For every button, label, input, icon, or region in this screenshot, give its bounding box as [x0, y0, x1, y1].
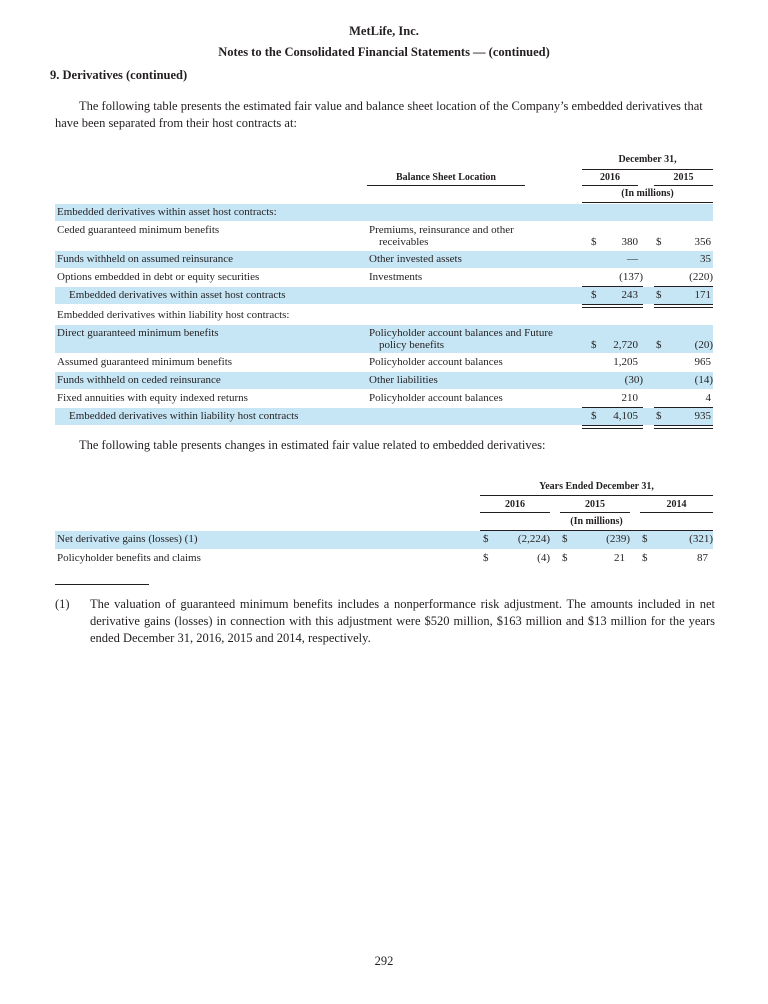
row-label: Embedded derivatives within liability host contracts [69, 410, 299, 422]
dollar-sign: $ [656, 289, 662, 301]
year-header-2016: 2016 [600, 172, 620, 183]
year-header-2016: 2016 [505, 499, 525, 510]
year-rule-2015 [560, 512, 630, 513]
row-label: Assumed guaranteed minimum benefits [57, 356, 233, 368]
value-2015: (20) [694, 339, 713, 351]
value-2015: 35 [700, 253, 711, 265]
dollar-sign: $ [656, 236, 662, 248]
table-row [55, 204, 713, 221]
table-row [55, 531, 713, 549]
year-rule-2015 [654, 185, 713, 186]
location-rule [367, 185, 525, 186]
value-2015: (14) [694, 374, 713, 386]
dollar-sign: $ [642, 552, 648, 564]
dollar-sign: $ [591, 410, 597, 422]
units-rule [582, 202, 713, 203]
table-row [55, 354, 713, 371]
intro-paragraph: The following table presents the estimated fair value and balance sheet location of the Company’s embedded derivatives that have been separated from their host contracts at: [55, 99, 703, 130]
value-2015: 935 [694, 410, 711, 422]
dollar-sign: $ [656, 410, 662, 422]
year-header-2015: 2015 [673, 172, 694, 183]
second-paragraph: The following table presents changes in estimated fair value related to embedded derivatives: [79, 438, 546, 452]
table-row [55, 325, 713, 353]
table-row [55, 307, 713, 324]
year-rule-2016 [582, 185, 638, 186]
table-row [55, 372, 713, 389]
location-header: Balance Sheet Location [396, 172, 496, 183]
dollar-sign: $ [642, 533, 648, 545]
value-2016: (137) [619, 271, 643, 283]
value-2014: 87 [697, 552, 708, 564]
row-label: Direct guaranteed minimum benefits [57, 327, 219, 339]
units-label: (In millions) [570, 516, 623, 527]
dollar-sign: $ [562, 533, 568, 545]
row-label: Embedded derivatives within liability host contracts: [57, 309, 290, 321]
value-2015: 356 [694, 236, 711, 248]
value-2015: (239) [606, 533, 630, 545]
table-row [55, 222, 713, 250]
year-rule-2016 [480, 512, 550, 513]
row-location: Other invested assets [369, 253, 462, 265]
table-row [55, 408, 713, 425]
table-row [55, 550, 713, 568]
table-row [55, 390, 713, 407]
row-label: Funds withheld on assumed reinsurance [57, 253, 233, 265]
value-2014: (321) [689, 533, 713, 545]
total-double-rule-2015 [654, 425, 713, 429]
year-rule-2014 [640, 512, 713, 513]
row-location: Other liabilities [369, 374, 438, 386]
dollar-sign: $ [591, 236, 597, 248]
period-header: Years Ended December 31, [539, 481, 654, 492]
row-label: Policyholder benefits and claims [57, 552, 201, 564]
value-2016: 210 [621, 392, 638, 404]
table-row [55, 251, 713, 268]
units-label: (In millions) [621, 188, 674, 199]
row-location: Premiums, reinsurance and other receivables [369, 224, 514, 248]
year-header-2015: 2015 [585, 499, 605, 510]
row-location: Policyholder account balances [369, 356, 503, 368]
row-label: Options embedded in debt or equity securities [57, 271, 260, 283]
value-2015: (220) [689, 271, 713, 283]
value-2016: 1,205 [613, 356, 638, 368]
value-2016: (2,224) [517, 533, 550, 545]
period-rule [582, 169, 713, 170]
value-2016: 2,720 [613, 339, 638, 351]
value-2015: 21 [614, 552, 625, 564]
page-number: 292 [374, 954, 394, 968]
value-2015: 171 [694, 289, 711, 301]
value-2016: 4,105 [613, 410, 638, 422]
footnote-marker: (1) [55, 597, 70, 611]
dollar-sign: $ [562, 552, 568, 564]
footnote-text: The valuation of guaranteed minimum benefits includes a nonperformance risk adjustment. The amounts included in net derivative gains (losses) in connection with this adjustment were $520 million, $163 million and $13 million for the years ended December 31, 2016, 2015 and 2014, respectively. [90, 597, 715, 645]
dollar-sign: $ [656, 339, 662, 351]
row-label: Net derivative gains (losses) (1) [57, 533, 198, 545]
row-label: Embedded derivatives within asset host contracts: [57, 206, 277, 218]
dollar-sign: $ [591, 289, 597, 301]
row-label: Ceded guaranteed minimum benefits [57, 224, 220, 236]
value-2016: (4) [537, 552, 550, 564]
page-subtitle: Notes to the Consolidated Financial Statements — (continued) [218, 45, 550, 59]
row-label: Fixed annuities with equity indexed returns [57, 392, 248, 404]
dollar-sign: $ [483, 552, 489, 564]
company-name: MetLife, Inc. [349, 24, 419, 38]
dollar-sign: $ [483, 533, 489, 545]
value-2015: 965 [694, 356, 711, 368]
table-row [55, 269, 713, 286]
period-rule [480, 495, 713, 496]
dollar-sign: $ [591, 339, 597, 351]
year-header-2014: 2014 [666, 499, 687, 510]
section-title: 9. Derivatives (continued) [50, 68, 188, 82]
value-2015: 4 [705, 392, 711, 404]
footnote-divider [55, 584, 149, 585]
value-2016: — [627, 253, 638, 265]
value-2016: 243 [621, 289, 638, 301]
row-label: Embedded derivatives within asset host contracts [69, 289, 286, 301]
table-row [55, 287, 713, 304]
row-label: Funds withheld on ceded reinsurance [57, 374, 221, 386]
row-location: Policyholder account balances and Future policy benefits [369, 327, 553, 351]
value-2016: (30) [624, 374, 643, 386]
row-location: Policyholder account balances [369, 392, 503, 404]
total-double-rule-2016 [582, 425, 643, 429]
value-2016: 380 [621, 236, 638, 248]
row-location: Investments [369, 271, 423, 283]
period-header: December 31, [618, 154, 677, 165]
